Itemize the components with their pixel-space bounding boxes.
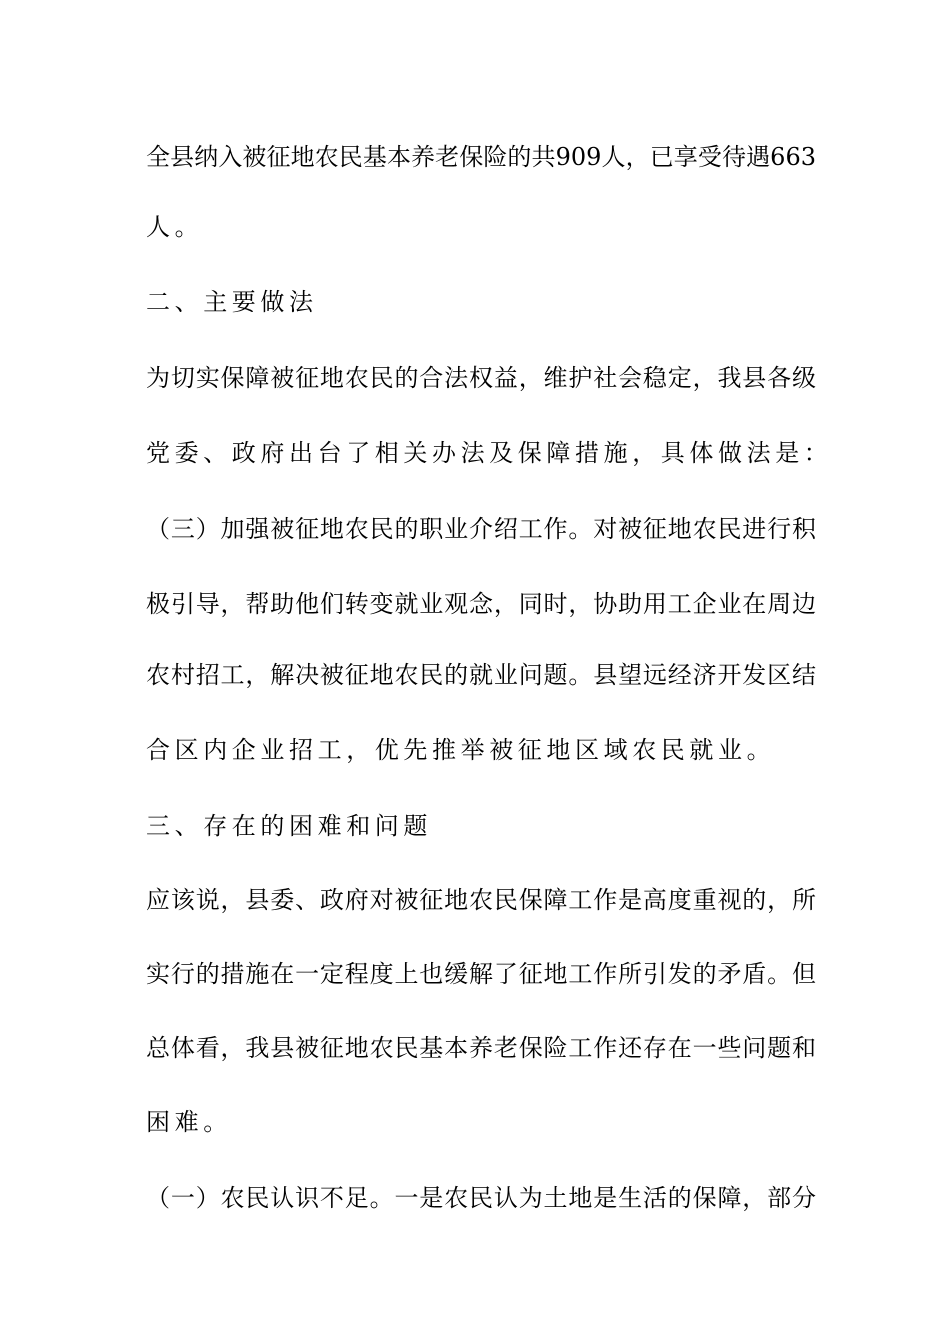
section-heading: 二、主要做法: [146, 288, 318, 316]
paragraph-line: （一）农民认识不足。一是农民认为土地是生活的保障，部分: [146, 1184, 816, 1212]
paragraph-line: 困难。: [146, 1108, 232, 1136]
paragraph-line: 极引导，帮助他们转变就业观念，同时，协助用工企业在周边: [146, 590, 816, 618]
paragraph-line: （三）加强被征地农民的职业介绍工作。对被征地农民进行积: [146, 515, 816, 543]
paragraph-line: 实行的措施在一定程度上也缓解了征地工作所引发的矛盾。但: [146, 960, 816, 988]
paragraph-line: 人。: [146, 213, 204, 241]
section-heading: 三、存在的困难和问题: [146, 812, 432, 840]
paragraph-line: 合区内企业招工，优先推举被征地区域农民就业。: [146, 736, 776, 764]
paragraph-line: 为切实保障被征地农民的合法权益，维护社会稳定，我县各级: [146, 364, 816, 392]
paragraph-line: 总体看，我县被征地农民基本养老保险工作还存在一些问题和: [146, 1034, 816, 1062]
paragraph-line: 全县纳入被征地农民基本养老保险的共909人，已享受待遇663: [146, 143, 816, 171]
paragraph-line: 农村招工，解决被征地农民的就业问题。县望远经济开发区结: [146, 661, 816, 689]
paragraph-line: 党委、政府出台了相关办法及保障措施，具体做法是：: [146, 439, 833, 467]
paragraph-line: 应该说，县委、政府对被征地农民保障工作是高度重视的，所: [146, 886, 816, 914]
